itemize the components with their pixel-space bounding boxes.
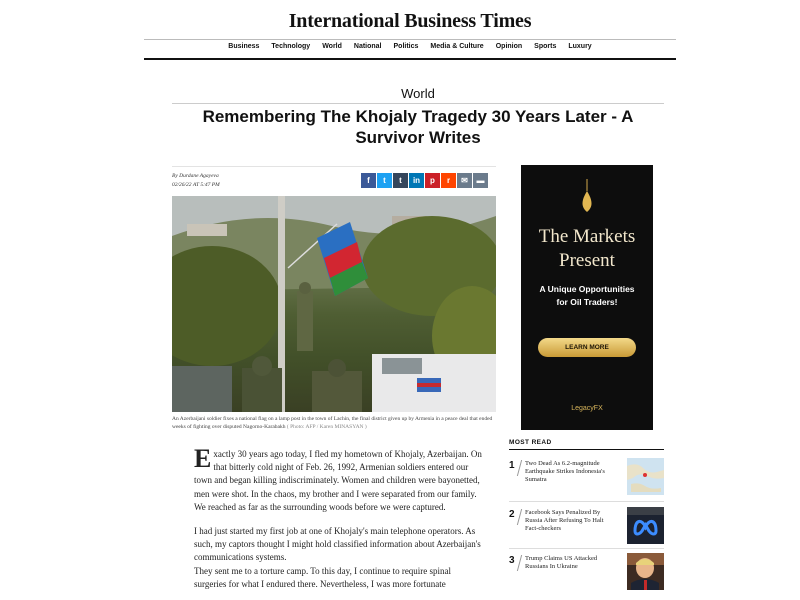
item-headline[interactable]: Trump Claims US Attacked Russians In Ukraine bbox=[525, 555, 598, 570]
publish-date: 02/26/22 AT 5:47 PM bbox=[172, 182, 220, 188]
map-thumbnail[interactable] bbox=[627, 458, 664, 495]
author-name[interactable]: By Durdane Agayeva bbox=[172, 173, 219, 179]
slash-divider bbox=[517, 509, 525, 525]
paragraph bbox=[194, 525, 484, 591]
main-nav bbox=[144, 43, 676, 50]
photo-scene bbox=[172, 196, 496, 412]
item-number: 3 bbox=[509, 555, 515, 566]
byline bbox=[172, 172, 220, 190]
meta-logo-thumbnail[interactable] bbox=[627, 507, 664, 544]
photo-caption bbox=[172, 415, 496, 431]
nav-opinion[interactable]: Opinion bbox=[495, 43, 523, 50]
masthead bbox=[144, 8, 676, 60]
twitter-icon[interactable]: t bbox=[377, 173, 392, 188]
masthead-divider bbox=[144, 39, 676, 40]
article-headline: Remembering The Khojaly Tragedy 30 Years Later - A Survivor Writes bbox=[202, 107, 634, 147]
article-photo bbox=[172, 196, 496, 412]
nav-business[interactable]: Business bbox=[228, 43, 260, 50]
ad-logo: LegacyFX bbox=[571, 405, 603, 412]
linkedin-icon[interactable]: in bbox=[409, 173, 424, 188]
nav-world[interactable]: World bbox=[322, 43, 342, 50]
most-read-divider bbox=[509, 449, 664, 450]
paragraph-2-text: I had just started my first job at one of Khojaly's main telephone operators. As such, my captors thought I might hold classified information about Azerbaijan's communications systems. bbox=[194, 526, 481, 563]
ad-title bbox=[521, 225, 653, 273]
trump-photo-thumbnail[interactable] bbox=[627, 553, 664, 590]
item-divider bbox=[509, 548, 664, 549]
most-read-item[interactable] bbox=[509, 458, 664, 498]
site-logo[interactable]: International Business Times bbox=[288, 10, 532, 32]
paragraph bbox=[194, 444, 484, 514]
drop-cap: E bbox=[194, 444, 212, 473]
most-read-item[interactable] bbox=[509, 507, 664, 547]
ad-subtitle-line: for Oil Traders! bbox=[556, 297, 618, 307]
caption-text: An Azerbaijani soldier fixes a national flag on a lamp post in the town of Lachin, the final district given up by Armenia in a peace deal that ended weeks of fighting over disputed Nagorno-Karabakh bbox=[172, 416, 493, 430]
email-icon[interactable]: ✉ bbox=[457, 173, 472, 188]
paragraph-3-text: They sent me to a torture camp. To this day, I continue to require spinal surgeries for what I endured there. Nevertheless, I was more fortunate bbox=[194, 565, 452, 589]
nav-sports[interactable]: Sports bbox=[534, 43, 557, 50]
ad-subtitle-line: A Unique Opportunities bbox=[539, 284, 635, 294]
tumblr-icon[interactable]: t bbox=[393, 173, 408, 188]
nav-national[interactable]: National bbox=[353, 43, 382, 50]
nav-politics[interactable]: Politics bbox=[393, 43, 419, 50]
advertisement[interactable] bbox=[521, 165, 653, 430]
byline-divider bbox=[172, 166, 496, 167]
ad-title-line: Present bbox=[559, 250, 615, 271]
comment-icon[interactable]: ▬ bbox=[473, 173, 488, 188]
paragraph-1-text: xactly 30 years ago today, I fled my hometown of Khojaly, Azerbaijan. On that bitterly cold night of Feb. 26, 1992, Armenian soldiers entered our town and began killing indiscriminately. Women and children were bayonetted, men were shot. In the chaos, my brother and I were separated from our family. We reached as far as the surrounding woods before we were captured. bbox=[194, 449, 482, 512]
facebook-icon[interactable]: f bbox=[361, 173, 376, 188]
oil-drop-icon bbox=[579, 179, 595, 213]
section-divider bbox=[172, 103, 664, 104]
pinterest-icon[interactable]: p bbox=[425, 173, 440, 188]
learn-more-button[interactable]: LEARN MORE bbox=[538, 338, 636, 357]
nav-divider bbox=[144, 58, 676, 60]
item-divider bbox=[509, 501, 664, 502]
nav-luxury[interactable]: Luxury bbox=[568, 43, 592, 50]
reddit-icon[interactable]: r bbox=[441, 173, 456, 188]
most-read-item[interactable] bbox=[509, 553, 664, 593]
item-number: 1 bbox=[509, 460, 515, 471]
most-read-heading: MOST READ bbox=[509, 439, 552, 446]
nav-media-culture[interactable]: Media & Culture bbox=[430, 43, 484, 50]
share-bar bbox=[361, 173, 488, 188]
ad-subtitle bbox=[521, 283, 653, 309]
article-body bbox=[194, 444, 484, 591]
slash-divider bbox=[517, 555, 525, 571]
photo-credit: ( Photo: AFP / Karen MINASYAN ) bbox=[286, 424, 367, 430]
nav-technology[interactable]: Technology bbox=[271, 43, 311, 50]
item-headline[interactable]: Facebook Says Penalized By Russia After Refusing To Halt Fact-checkers bbox=[525, 509, 604, 532]
ad-title-line: The Markets bbox=[538, 226, 636, 247]
item-number: 2 bbox=[509, 509, 515, 520]
section-label[interactable]: World bbox=[401, 86, 435, 101]
slash-divider bbox=[517, 460, 525, 476]
item-headline[interactable]: Two Dead As 6.2-magnitude Earthquake Strikes Indonesia's Sumatra bbox=[525, 460, 605, 483]
